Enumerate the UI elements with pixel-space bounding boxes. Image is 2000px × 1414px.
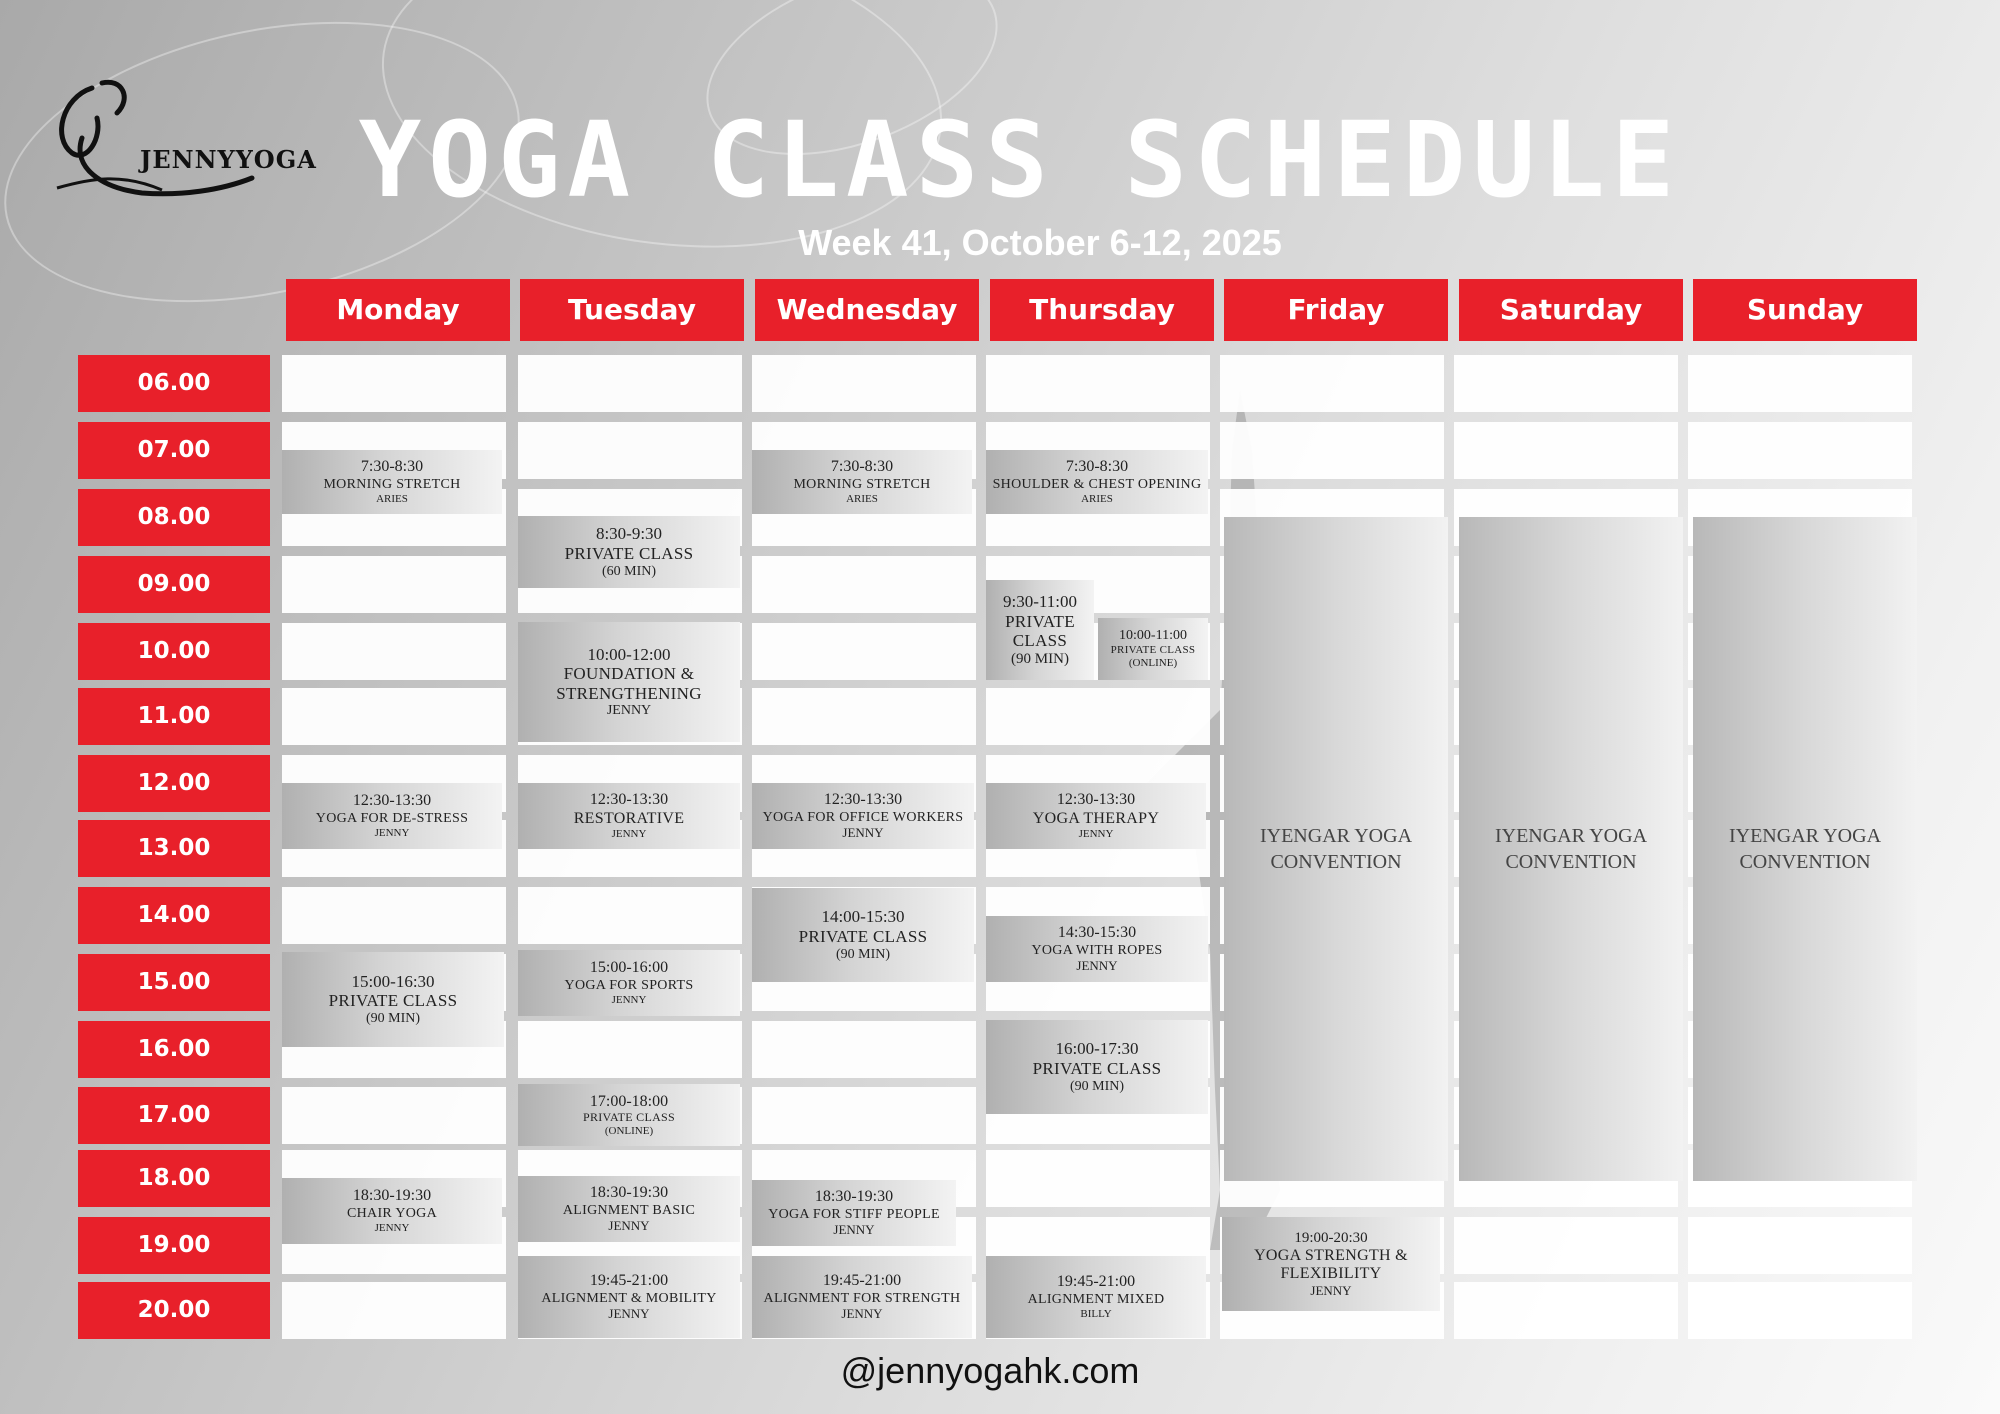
schedule-cell: [752, 623, 976, 680]
week-subtitle: Week 41, October 6-12, 2025: [798, 222, 1282, 263]
class-time: 15:00-16:30: [351, 971, 435, 991]
schedule-cell: [752, 688, 976, 745]
class-time: 7:30-8:30: [1065, 458, 1129, 476]
class-time: 19:45-21:00: [822, 1272, 902, 1290]
class-block[interactable]: [752, 450, 972, 514]
class-time: 12:30-13:30: [352, 792, 432, 810]
time-label: 08.00: [78, 489, 270, 546]
class-block[interactable]: [986, 916, 1208, 982]
time-label: 18.00: [78, 1150, 270, 1207]
contact-handle[interactable]: @jennyogahk.com: [840, 1350, 1140, 1391]
class-name: RESTORATIVE: [573, 809, 685, 827]
class-time: 18:30-19:30: [589, 1184, 669, 1202]
class-name: MORNING STRETCH: [323, 476, 461, 492]
class-instructor: JENNY: [1078, 828, 1114, 841]
class-name: YOGA FOR STIFF PEOPLE: [768, 1206, 940, 1222]
class-instructor: ARIES: [1081, 492, 1113, 505]
class-instructor: JENNY: [374, 826, 410, 839]
jennyyoga-logo-icon: [52, 78, 302, 208]
class-instructor: (90 MIN): [1011, 650, 1069, 667]
class-name: SHOULDER & CHEST OPENING: [992, 476, 1202, 492]
class-time: 19:00-20:30: [1294, 1229, 1368, 1246]
time-label: 17.00: [78, 1087, 270, 1144]
class-instructor: JENNY: [841, 1305, 883, 1321]
class-time: 10:00-12:00: [587, 644, 671, 664]
class-block[interactable]: [752, 888, 974, 982]
day-header-saturday: Saturday: [1459, 279, 1683, 341]
class-instructor: JENNY: [611, 993, 647, 1006]
time-label: 10.00: [78, 623, 270, 680]
time-label: 13.00: [78, 820, 270, 877]
class-instructor: JENNY: [1076, 957, 1118, 973]
class-name: YOGA FOR SPORTS: [564, 977, 694, 993]
class-instructor: (90 MIN): [365, 1011, 421, 1026]
schedule-cell: [282, 688, 506, 745]
schedule-cell: [518, 887, 742, 944]
time-label: 16.00: [78, 1021, 270, 1078]
class-name: CHAIR YOGA: [347, 1205, 437, 1221]
class-time: 10:00-11:00: [1119, 628, 1187, 644]
schedule-cell: [282, 887, 506, 944]
class-instructor: JENNY: [833, 1221, 875, 1237]
class-instructor: JENNY: [842, 824, 884, 840]
class-instructor: JENNY: [608, 1217, 650, 1233]
class-block[interactable]: [282, 952, 504, 1047]
class-name: PRIVATE CLASS: [1032, 1058, 1162, 1078]
class-block[interactable]: [752, 783, 974, 849]
class-block[interactable]: [752, 1180, 956, 1246]
day-header-thursday: Thursday: [990, 279, 1214, 341]
day-header-friday: Friday: [1224, 279, 1448, 341]
schedule-cell: [1454, 1282, 1678, 1339]
schedule-cell: [282, 1087, 506, 1144]
class-instructor: JENNY: [608, 1305, 650, 1321]
class-time: 7:30-8:30: [830, 458, 894, 476]
class-block[interactable]: [1098, 618, 1208, 680]
class-name: ALIGNMENT MIXED: [1027, 1291, 1165, 1307]
class-block[interactable]: [986, 783, 1206, 849]
schedule-cell: [752, 1021, 976, 1078]
class-block[interactable]: [986, 450, 1208, 514]
time-label: 11.00: [78, 688, 270, 745]
class-time: 18:30-19:30: [352, 1187, 432, 1205]
time-label: 19.00: [78, 1217, 270, 1274]
class-block[interactable]: [1222, 1217, 1440, 1311]
schedule-cell: [986, 1150, 1210, 1207]
class-block[interactable]: [518, 1084, 740, 1146]
schedule-cell: [282, 623, 506, 680]
schedule-cell: [752, 556, 976, 613]
time-label: 07.00: [78, 422, 270, 479]
class-instructor: (60 MIN): [601, 563, 657, 579]
class-name: ALIGNMENT FOR STRENGTH: [763, 1290, 961, 1306]
schedule-cell: [518, 422, 742, 479]
time-label: 20.00: [78, 1282, 270, 1339]
class-instructor: (90 MIN): [835, 946, 891, 962]
class-block[interactable]: [986, 1256, 1206, 1338]
class-name: YOGA FOR DE-STRESS: [315, 810, 469, 826]
schedule-cell: [1688, 422, 1912, 479]
class-time: 12:30-13:30: [823, 791, 903, 809]
class-name: ALIGNMENT & MOBILITY: [541, 1290, 717, 1306]
class-block[interactable]: [518, 1176, 740, 1242]
class-name: PRIVATE CLASS: [564, 543, 694, 563]
class-time: 18:30-19:30: [814, 1188, 894, 1206]
class-instructor: ARIES: [376, 492, 408, 505]
class-instructor: (ONLINE): [1128, 657, 1178, 670]
class-time: 19:45-21:00: [589, 1272, 669, 1290]
class-block[interactable]: [282, 1178, 502, 1244]
class-name: MORNING STRETCH: [793, 476, 931, 492]
schedule-cell: [1688, 1282, 1912, 1339]
day-header-monday: Monday: [286, 279, 510, 341]
class-time: 7:30-8:30: [360, 458, 424, 476]
brand-name: JENNYYOGA: [140, 145, 317, 174]
class-name: ALIGNMENT BASIC: [562, 1202, 696, 1218]
class-time: 14:00-15:30: [821, 907, 905, 927]
class-name: PRIVATE CLASS: [1005, 611, 1075, 651]
class-block[interactable]: [282, 783, 502, 849]
class-time: 12:30-13:30: [1056, 791, 1136, 809]
schedule-cell: [1220, 355, 1444, 412]
class-block[interactable]: [518, 516, 740, 588]
class-block[interactable]: [518, 1256, 740, 1338]
class-block[interactable]: [518, 783, 740, 849]
schedule-cell: [986, 355, 1210, 412]
day-header-sunday: Sunday: [1693, 279, 1917, 341]
schedule-cell: [518, 355, 742, 412]
schedule-cell: [1688, 355, 1912, 412]
class-block[interactable]: [752, 1256, 972, 1338]
class-time: 16:00-17:30: [1055, 1039, 1139, 1059]
convention-block-friday[interactable]: IYENGAR YOGA CONVENTION: [1224, 517, 1448, 1181]
class-block[interactable]: [986, 580, 1094, 680]
schedule-cell: [752, 355, 976, 412]
class-name: PRIVATE CLASS: [328, 991, 458, 1011]
schedule-cell: [1688, 1217, 1912, 1274]
class-name: YOGA WITH ROPES: [1031, 942, 1163, 958]
class-instructor: (90 MIN): [1069, 1078, 1125, 1094]
convention-block-saturday[interactable]: IYENGAR YOGA CONVENTION: [1459, 517, 1683, 1181]
class-instructor: JENNY: [606, 703, 652, 719]
class-time: 14:30-15:30: [1057, 924, 1137, 942]
class-instructor: JENNY: [611, 828, 647, 841]
schedule-cell: [1454, 1217, 1678, 1274]
time-label: 06.00: [78, 355, 270, 412]
page-title: YOGA CLASS SCHEDULE: [358, 99, 1682, 221]
schedule-cell: [282, 1282, 506, 1339]
class-block[interactable]: [518, 950, 740, 1016]
schedule-cell: [282, 556, 506, 613]
class-block[interactable]: [282, 450, 502, 514]
schedule-cell: [1454, 355, 1678, 412]
class-instructor: (ONLINE): [604, 1124, 654, 1137]
schedule-cell: [1454, 422, 1678, 479]
class-name: FOUNDATION & STRENGTHENING: [556, 664, 702, 703]
class-instructor: JENNY: [374, 1221, 410, 1234]
class-time: 15:00-16:00: [589, 959, 669, 977]
class-instructor: BILLY: [1080, 1307, 1112, 1320]
schedule-cell: [752, 1087, 976, 1144]
day-header-wednesday: Wednesday: [755, 279, 979, 341]
class-block[interactable]: [986, 1020, 1208, 1114]
schedule-cell: [986, 688, 1210, 745]
time-label: 12.00: [78, 755, 270, 812]
class-name: PRIVATE CLASS: [582, 1109, 676, 1124]
class-instructor: ARIES: [846, 492, 878, 505]
class-name: PRIVATE CLASS: [1110, 644, 1196, 657]
class-block[interactable]: [518, 622, 740, 742]
time-label: 14.00: [78, 887, 270, 944]
schedule-cell: [1220, 422, 1444, 479]
class-time: 9:30-11:00: [1003, 592, 1077, 612]
class-time: 8:30-9:30: [595, 524, 663, 544]
class-instructor: JENNY: [1310, 1282, 1352, 1298]
day-header-tuesday: Tuesday: [520, 279, 744, 341]
convention-block-sunday[interactable]: IYENGAR YOGA CONVENTION: [1693, 517, 1917, 1181]
class-time: 17:00-18:00: [589, 1092, 669, 1110]
class-name: YOGA STRENGTH & FLEXIBILITY: [1254, 1246, 1408, 1283]
time-label: 09.00: [78, 556, 270, 613]
schedule-cell: [518, 1021, 742, 1078]
class-time: 19:45-21:00: [1056, 1273, 1136, 1291]
class-name: YOGA FOR OFFICE WORKERS: [762, 809, 964, 825]
class-name: YOGA THERAPY: [1032, 809, 1160, 827]
time-label: 15.00: [78, 954, 270, 1011]
class-name: PRIVATE CLASS: [798, 926, 928, 946]
schedule-cell: [282, 355, 506, 412]
class-time: 12:30-13:30: [589, 791, 669, 809]
